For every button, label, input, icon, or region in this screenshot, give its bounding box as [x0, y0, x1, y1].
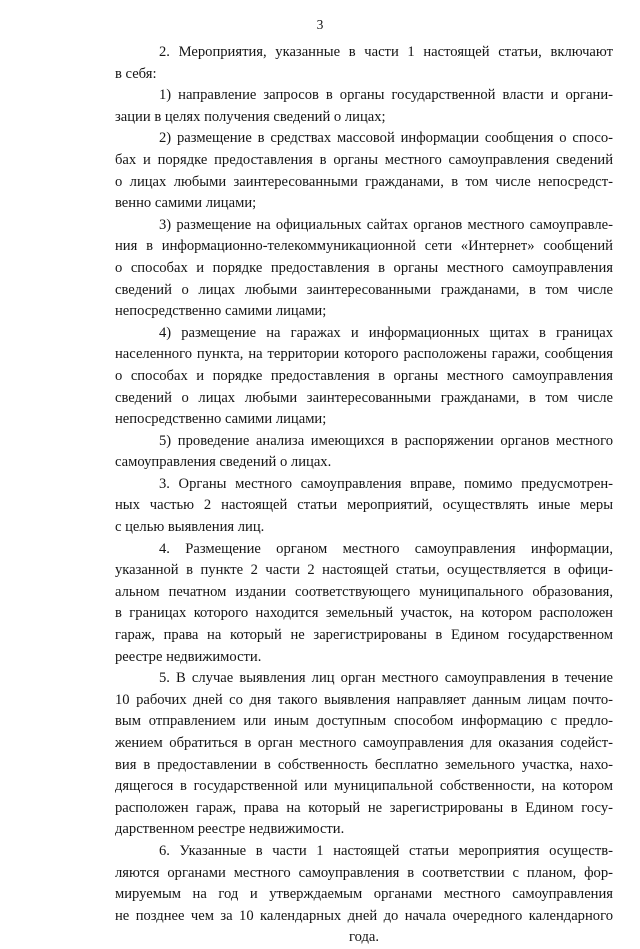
text-line: не позднее чем за 10 календарных дней до начала очередного календарного: [115, 907, 613, 924]
text-line: 6. Указанные в части 1 настоящей статьи мероприятия осуществ-: [159, 842, 613, 859]
text-line: 2. Мероприятия, указанные в части 1 настоящей статьи, включают: [159, 44, 613, 60]
text-line: дящегося в государственной или муниципальной собственности, на котором: [115, 778, 613, 795]
text-line: гараж, права на который не зарегистрированы в Едином государственном: [115, 627, 613, 644]
text-line: реестре недвижимости.: [115, 648, 262, 665]
text-line: самоуправления сведений о лицах.: [115, 454, 332, 471]
text-line: бах и порядке предоставления в органы местного самоуправления сведений: [115, 151, 613, 168]
text-line: жением обратиться в орган местного самоуправления для оказания содейст-: [115, 735, 613, 751]
page-number: 3: [316, 17, 324, 32]
text-line: мируемым на год и утверждаемым органами местного самоуправления: [115, 886, 613, 903]
text-line: зации в целях получения сведений о лицах;: [115, 108, 386, 125]
text-line: населенного пункта, на территории которого расположены гаражи, сообщения: [115, 346, 613, 363]
text-line: ляются органами местного самоуправления в соответствии с планом, фор-: [115, 864, 613, 881]
text-line: непосредственно самими лицами;: [115, 303, 327, 320]
text-line: о лицах любыми заинтересованными гражданами, в том числе непосредст-: [115, 173, 613, 190]
text-line: 3. Органы местного самоуправления вправе, помимо предусмотрен-: [159, 475, 613, 492]
text-line: 3) размещение на официальных сайтах органов местного самоуправле-: [159, 216, 613, 233]
text-line: года.: [348, 929, 380, 946]
text-line: 2) размещение в средствах массовой информации сообщения о спосо-: [159, 130, 613, 147]
text-line: вым отправлением или иным доступным способом информацию с предло-: [115, 713, 613, 730]
text-line: ния в информационно-телекоммуникационной сети «Интернет» сообщений: [115, 238, 613, 255]
text-line: 5) проведение анализа имеющихся в распоряжении органов местного: [159, 432, 613, 449]
text-line: ных частью 2 настоящей статьи мероприятий, осуществлять иные меры: [115, 497, 613, 514]
text-line: альном печатном издании соответствующего муниципального образования,: [115, 583, 613, 600]
text-line: 4) размещение на гаражах и информационных щитах в границах: [159, 324, 613, 341]
text-line: 10 рабочих дней со дня такого выявления направляет данным лицам почто-: [115, 691, 613, 708]
text-line: непосредственно самими лицами;: [115, 411, 327, 428]
text-line: расположен гараж, права на который не зарегистрированы в Едином госу-: [115, 799, 613, 816]
text-line: с целью выявления лиц.: [115, 519, 265, 536]
text-line: вия в предоставлении в собственность бесплатно земельного участка, нахо-: [115, 756, 613, 773]
text-line: 5. В случае выявления лиц орган местного самоуправления в течение: [159, 670, 613, 687]
text-line: дарственном реестре недвижимости.: [115, 821, 345, 838]
text-line: о способах и порядке предоставления в органы местного самоуправления: [115, 259, 613, 276]
text-line: в себя:: [115, 65, 157, 82]
text-line: в границах которого находится земельный участок, на котором расположен: [115, 605, 613, 622]
text-line: 4. Размещение органом местного самоуправления информации,: [159, 540, 613, 557]
body-text: [115, 42, 613, 949]
text-line: указанной в пункте 2 части 2 настоящей статьи, осуществляется в офици-: [115, 562, 613, 579]
text-line: сведений о лицах любыми заинтересованными гражданами, в том числе: [115, 389, 613, 406]
text-line: сведений о лицах любыми заинтересованными гражданами, в том числе: [115, 281, 613, 298]
text-line: венно самими лицами;: [115, 195, 257, 212]
text-line: о способах и порядке предоставления в органы местного самоуправления: [115, 367, 613, 384]
text-line: 1) направление запросов в органы государственной власти и органи-: [159, 87, 613, 104]
